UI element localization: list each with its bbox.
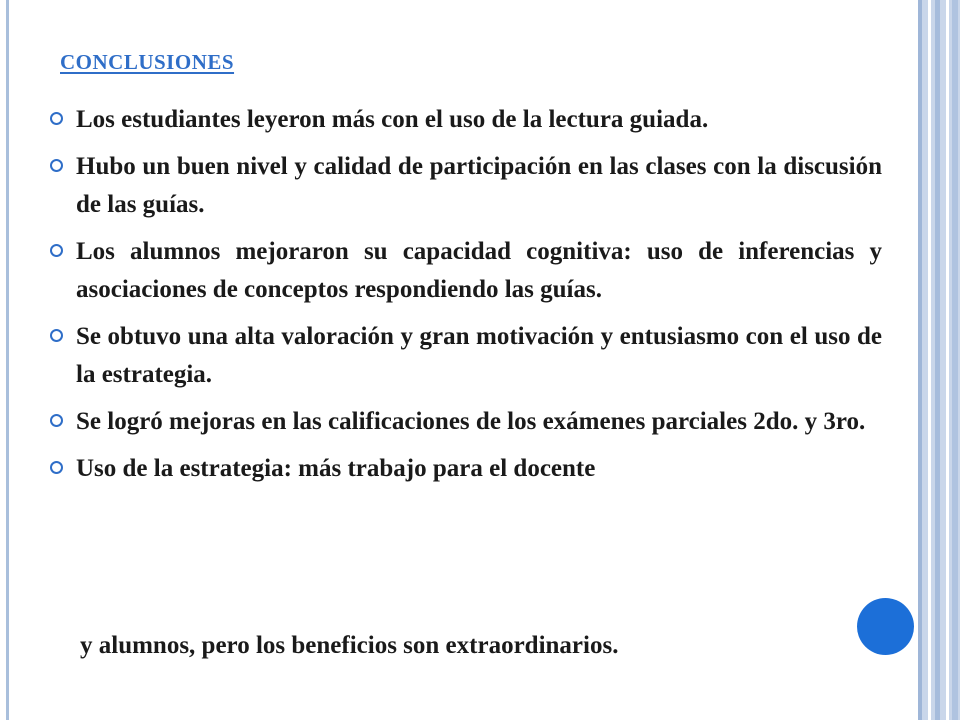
blue-circle-decoration	[857, 598, 914, 655]
bullet-text: Se logró mejoras en las calificaciones de los exámenes parciales 2do. y 3ro.	[76, 408, 866, 435]
frame-stripe	[918, 0, 922, 720]
bullet-ring-icon	[50, 112, 63, 125]
bullet-ring-icon	[50, 159, 63, 172]
frame-stripe	[935, 0, 940, 720]
bullet-item	[50, 148, 882, 224]
frame-stripe	[946, 0, 949, 720]
frame-stripe	[928, 0, 931, 720]
bullet-ring-icon	[50, 414, 63, 427]
bullet-item	[50, 101, 882, 139]
bullet-item	[50, 233, 882, 309]
bullet-text: Los estudiantes leyeron más con el uso de la lectura guiada.	[76, 106, 709, 133]
left-frame-line	[6, 0, 9, 720]
bullet-text: Hubo un buen nivel y calidad de participación en las clases con la discusión de las guías.	[76, 153, 882, 218]
bullet-text: Se obtuvo una alta valoración y gran motivación y entusiasmo con el uso de la estrategia.	[76, 323, 882, 388]
bullet-list	[50, 101, 882, 497]
slide-title: CONCLUSIONES	[60, 50, 235, 74]
bullet-ring-icon	[50, 329, 63, 342]
bullet-text: Los alumnos mejoraron su capacidad cognitiva: uso de inferencias y asociaciones de conceptos respondiendo las guías.	[76, 238, 882, 303]
right-frame-stripes	[918, 0, 960, 720]
bullet-item	[50, 450, 882, 488]
bullet-item	[50, 318, 882, 394]
bullet-continuation-text: y alumnos, pero los beneficios son extraordinarios.	[80, 632, 619, 659]
bullet-item	[50, 403, 882, 441]
bullet-ring-icon	[50, 244, 63, 257]
bullet-text: Uso de la estrategia: más trabajo para el docente	[76, 455, 596, 482]
bullet-ring-icon	[50, 461, 63, 474]
frame-stripe	[952, 0, 958, 720]
